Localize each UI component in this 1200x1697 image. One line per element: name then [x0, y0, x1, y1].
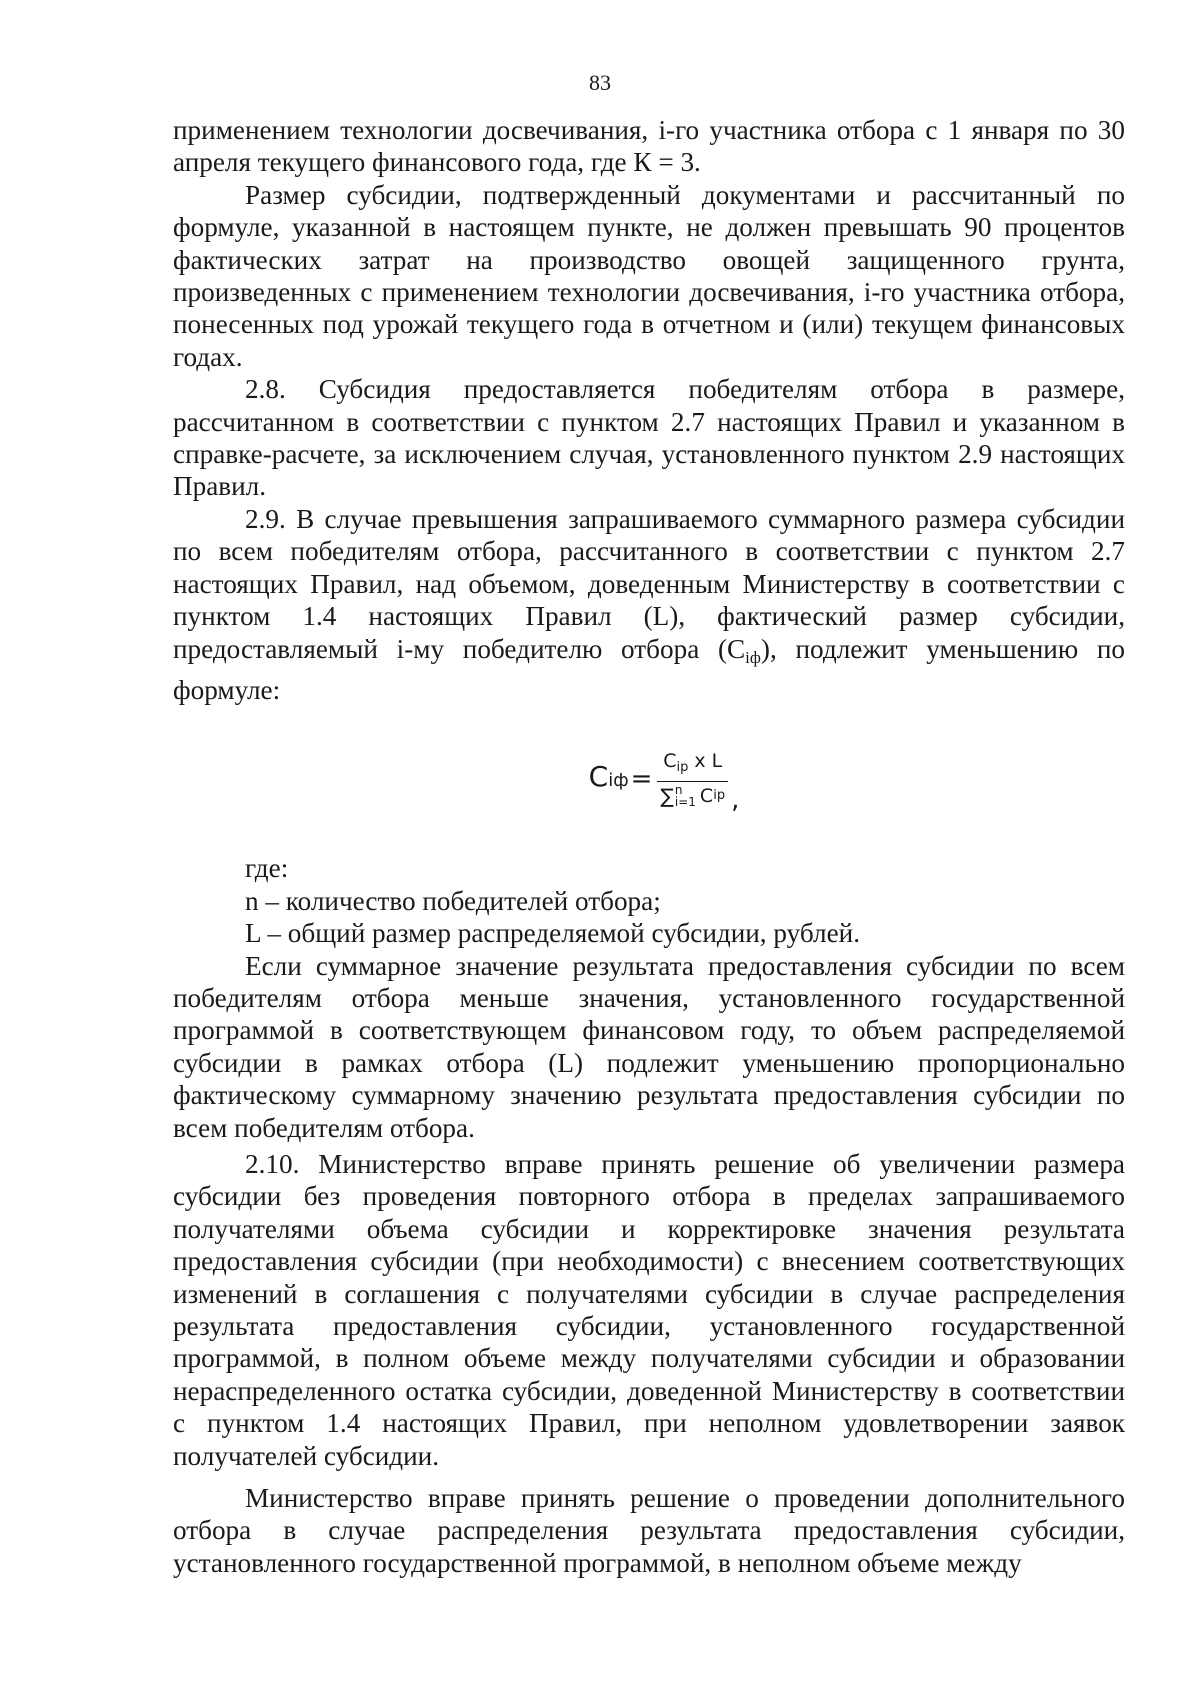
formula-numerator-tail: x L: [688, 750, 723, 773]
sum-symbol: [660, 784, 696, 808]
formula-equals: =: [630, 764, 653, 795]
paragraph-2-9-text-start: 2.9. В случае превышения запрашиваемого суммарного размера субсидии по всем победителям отбора, рассчитанного в соответствии с пунктом 2.7 настоящих Правил, над объемом, доведенным Министерству в соответствии с пунктом 1.4 настоящих Правил (L), фактический размер субсидии, предоставляемый i-му победителю отбора (С: [173, 503, 1125, 664]
formula-denominator-base: C: [699, 785, 714, 808]
subsidy-formula: [173, 706, 1125, 852]
where-definition-L: L – общий размер распределяемой субсидии, рублей.: [245, 918, 861, 949]
paragraph-2-8: 2.8. Субсидия предоставляется победителям отбора в размере, рассчитанном в соответствии с пунктом 2.7 настоящих Правил и указанном в справке-расчете, за исключением случая, установленного пунктом 2.9 настоящих Правил.: [173, 374, 1125, 502]
paragraph-result-reduction: Если суммарное значение результата предоставления субсидии по всем победителям отбора меньше значения, установленного государственной программой в соответствующем финансовом году, то объем распределяемой субсидии в рамках отбора (L) подлежит уменьшению пропорционально фактическому суммарному значению результата предоставления субсидии по всем победителям отбора.: [173, 950, 1125, 1143]
sum-limits: [675, 784, 696, 808]
formula-denominator: [654, 782, 731, 808]
paragraph-2-9-subscript: iф: [745, 647, 761, 667]
formula-lhs-base: C: [588, 760, 609, 794]
formula-lhs: [589, 761, 629, 797]
document-body: [173, 114, 1125, 1579]
sigma-icon: ∑: [660, 784, 674, 809]
paragraph-continuation: применением технологии досвечивания, i-го участника отбора с 1 января по 30 апреля текущего финансового года, где К = 3.: [173, 115, 1125, 178]
formula-lhs-subscript: iф: [608, 770, 629, 792]
formula-numerator: [657, 750, 728, 782]
formula-denominator-subscript: ip: [713, 788, 726, 804]
formula-fraction: [654, 750, 731, 808]
paragraph-2-10: 2.10. Министерство вправе принять решение об увеличении размера субсидии без проведения повторного отбора в пределах запрашиваемого получателями объема субсидии и корректировке значения результата предоставления субсидии (при необходимости) с внесением соответствующих изменений в соглашения с получателями субсидии в случае распределения результата предоставления субсидии, установленного государственной программой, в полном объеме между получателями субсидии и образовании нераспределенного остатка субсидии, доведенной Министерству в соответствии с пунктом 1.4 настоящих Правил, при неполном удовлетворении заявок получателей субсидии.: [173, 1148, 1125, 1471]
formula-trailing-comma: ,: [731, 784, 740, 815]
paragraph-2-9: [173, 503, 1125, 706]
sum-upper-limit: n: [674, 783, 683, 798]
where-label: где:: [245, 853, 289, 884]
paragraph-additional-selection: Министерство вправе принять решение о проведении дополнительного отбора в случае распределения результата предоставления субсидии, установленного государственной программой, в неполном объеме между: [173, 1483, 1125, 1578]
sum-lower-limit: i=1: [674, 795, 696, 810]
paragraph-subsidy-limit: Размер субсидии, подтвержденный документами и рассчитанный по формуле, указанной в настоящем пункте, не должен превышать 90 процентов фактических затрат на производство овощей защищенного грунта, произведенных с применением технологии досвечивания, i-го участника отбора, понесенных под урожай текущего года в отчетном и (или) текущем финансовых годах.: [173, 179, 1125, 372]
where-definition-n: n – количество победителей отбора;: [245, 885, 661, 916]
formula-numerator-base: C: [663, 750, 677, 773]
page-number: 83: [589, 70, 611, 95]
formula-numerator-subscript: ip: [676, 760, 689, 776]
paragraph-2-9-text-end: ), подлежит уменьшению по формуле:: [173, 633, 1125, 705]
